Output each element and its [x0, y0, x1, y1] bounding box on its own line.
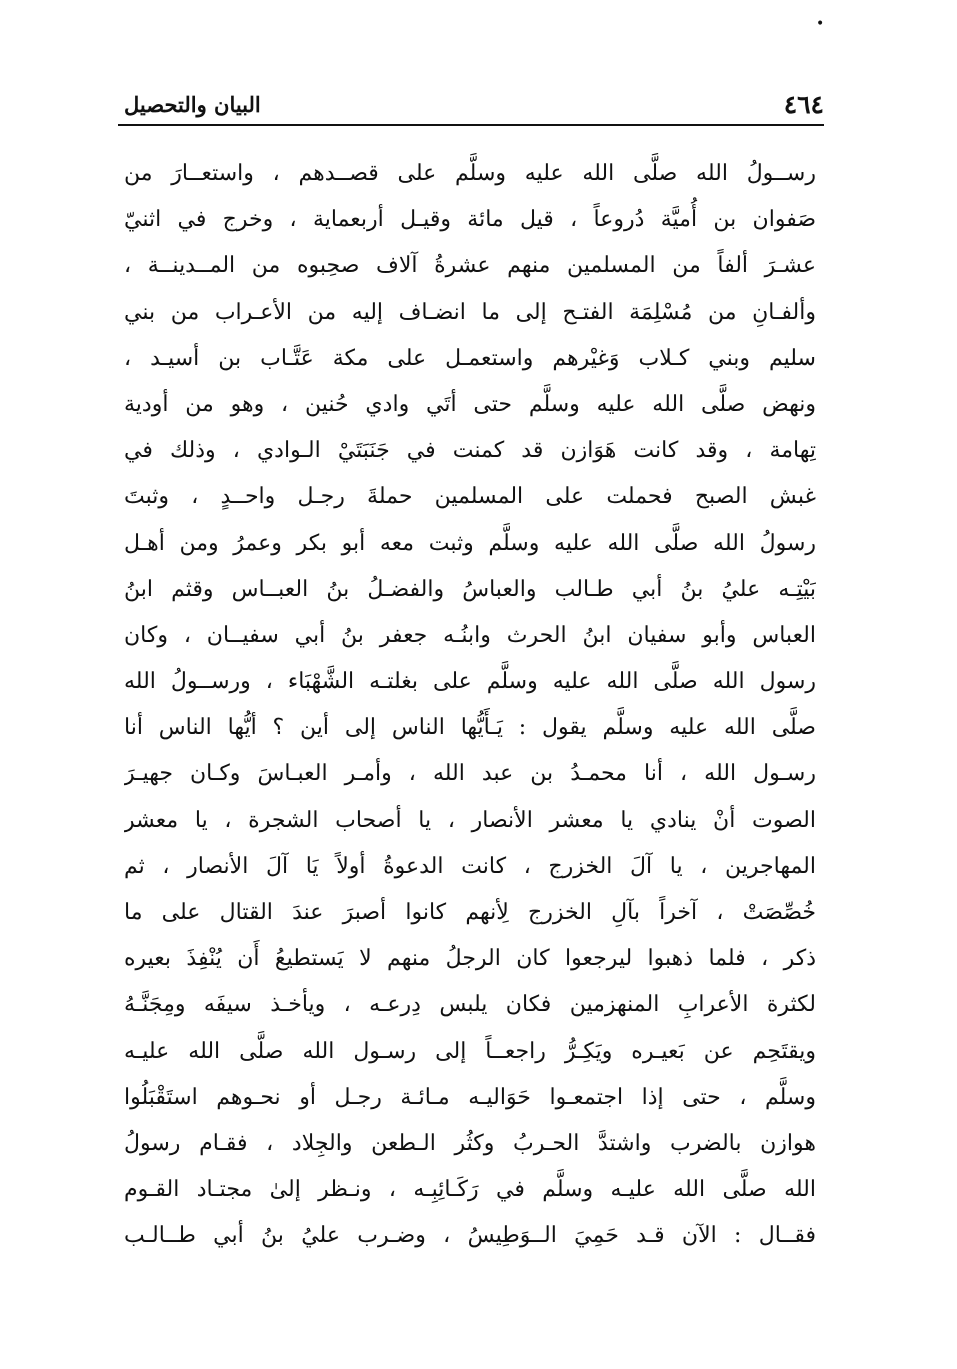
text-line: هوازن بالضرب واشتدَّ الحـربُ وكثُر الـطعن والجِلاد ، فقـام رسولُ — [124, 1130, 816, 1156]
book-title: البيان والتحصيل — [124, 92, 261, 117]
text-line: لكثرة الأعرابِ المنهزمين فكان يلبس دِرعـه ، ويأخـذ سيفَه ومِجَنَّـهُ — [124, 992, 816, 1018]
text-line: بَيْتِـه عليُ بنُ أبي طـالب والعباسُ والفضـلُ بنُ العبــاس وقثم ابنُ — [124, 576, 816, 602]
text-line: وسلَّم ، حتى إذا اجتمعـوا حَوَاليـه مـائـة رجـل أو نحـوهم استَقْبَلُوا — [124, 1084, 816, 1110]
text-line: رســولُ الله صلَّى الله عليه وسلَّم على قصــدهم ، واستعــارَ من — [124, 161, 816, 186]
text-line: ذكر ، فلما ذهبوا ليرجعوا كان الرجلُ منهم لا يَستطيعُ أَن يُنْفِذَ بعيره — [124, 946, 816, 972]
text-line: رسول الله صلَّى الله عليه وسلَّم على بغلتـه الشَّهْبَاء ، ورســولُ الله — [124, 669, 816, 695]
text-line: رسـول الله ، أنا محمـدُ بن عبد الله ، وأمـر العبـاسَ وكـان جهيـرَ — [124, 761, 816, 787]
page-number: ٤٦٤ — [783, 90, 824, 119]
text-line: ويقتَحِم عن بَعيـره ويَكِـرُّ راجعــاً إلى رسـول الله صلَّى الله عليـه — [124, 1038, 816, 1064]
text-line: فقــال : الآن قـد حَمِيَ الــوَطِيسُ ، وضـرب عليُ بنُ أبي طــالـب — [124, 1223, 816, 1249]
text-line: ونهض صلَّى الله عليه وسلَّم حتى أتَي وادي حُنين ، وهو من أودية — [124, 391, 816, 417]
text-line: تِهامة ، وقد كانت هَوَازن قد كمنت في جَنَبَتَيْ الـوادي ، وذلك في — [124, 438, 816, 464]
header-rule — [118, 124, 824, 126]
page-header — [118, 90, 824, 126]
text-line: سليم وبني كـلاب وَغيْرهم واستعمـل على مكة عَتَّـاب بن أسيـد ، — [124, 345, 816, 371]
body-text — [124, 151, 816, 1260]
text-line: خُصِّصَتْ ، آخراً بآلِ الخزرج لِأنهم كانوا أصبرَ عندَ القتال على ما — [124, 900, 816, 925]
text-line: الصوت أنْ ينادي يا معشر الأنصار ، يا أصحاب الشجرة ، يا معشر — [124, 807, 816, 833]
text-line: الله صلَّى الله عليـه وسلَّم في رَكَـائِبِـه ، ونـظر إلىٰ مجتـاد القـوم — [124, 1177, 816, 1203]
text-line: صلَّى الله عليه وسلَّم يقول : يَـأَيُّها الناس إلى أين ؟ أيُّها الناس أنا — [124, 715, 816, 741]
text-line: عشـرَ ألفاً من المسلمين منهم عشرةُ آلاف صحِبوه من المــدينــة ، — [124, 253, 816, 279]
text-line: المهاجرين ، يا آلَ الخزرج ، كانت الدعوةُ أولاً يَا آلَ الأنصار ، ثم — [124, 853, 816, 879]
text-line: غبش الصبح فحملت على المسلمين حملةَ رجـل واحــدٍ ، وثبتَ — [124, 484, 816, 510]
text-line: رسولُ الله صلَّى الله عليه وسلَّم وثبت معه أبو بكر وعمرُ ومن أهـل — [124, 530, 816, 556]
text-line: وألفـانِ من مُسْلِمَة الفتـح إلى ما انضـاف إليه من الأعـراب من بني — [124, 299, 816, 325]
text-line: صَفوان بن أُميَّة دُروعاً ، قيل مائة وقيـل أربعماية ، وخرج في اثنيّ — [124, 207, 816, 233]
corner-mark: • — [816, 16, 825, 32]
text-line: العباس وأبو سفيان ابنُ الحرث وابنُـه جعفر بنُ أبي سفيــان ، وكان — [124, 622, 816, 648]
